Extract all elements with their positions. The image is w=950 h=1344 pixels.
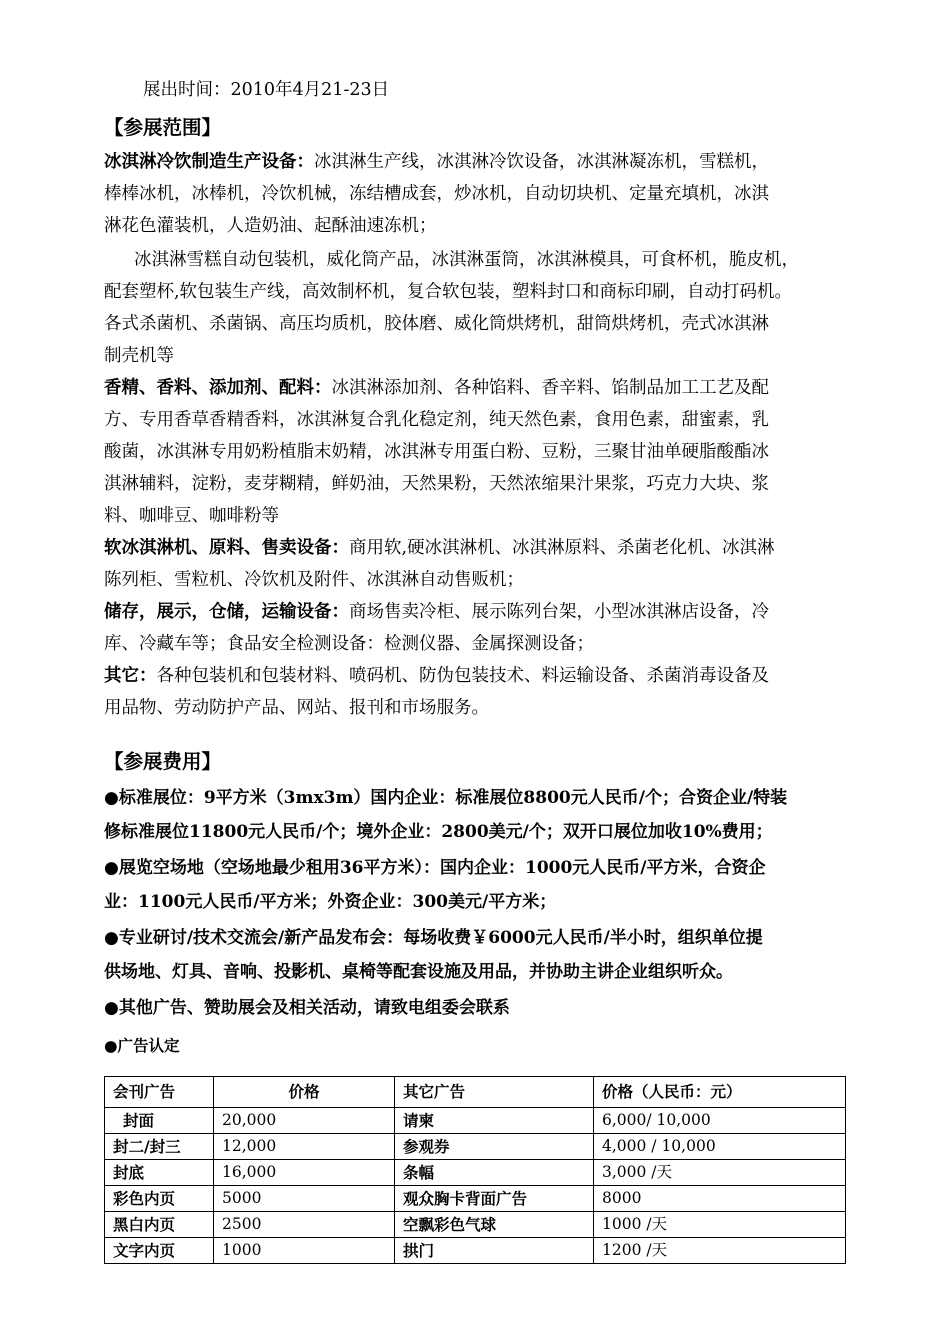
table-row xyxy=(105,1108,846,1134)
fees-ad-label: ●广告认定 xyxy=(104,1037,180,1055)
scope-flavors-line1 xyxy=(104,376,769,400)
scope-ice-cream-line3: 淋花色灌装机，人造奶油、起酥油速冻机； xyxy=(104,216,437,236)
table-cell: 参观券 xyxy=(395,1134,594,1160)
scope-soft-serve-text1: 商用软,硬冰淇淋机、冰淇淋原料、杀菌老化机、冰淇淋 xyxy=(349,538,775,558)
scope-packaging-line4: 制壳机等 xyxy=(104,346,174,366)
scope-flavors-line2: 方、专用香草香精香料，冰淇淋复合乳化稳定剂，纯天然色素，食用色素，甜蜜素，乳 xyxy=(104,410,769,430)
table-cell: 彩色内页 xyxy=(105,1186,214,1212)
table-cell: 4,000 / 10,000 xyxy=(594,1134,846,1160)
table-cell: 黑白内页 xyxy=(105,1212,214,1238)
table-cell: 6,000/ 10,000 xyxy=(594,1108,846,1134)
table-cell: 封底 xyxy=(105,1160,214,1186)
fees-sponsor: ●其他广告、赞助展会及相关活动，请致电组委会联系 xyxy=(104,998,510,1018)
table-header-cell: 价格 xyxy=(214,1077,395,1108)
fees-standard-line2: 修标准展位11800元人民币/个；境外企业：2800美元/个；双开口展位加收10%费用； xyxy=(104,822,773,842)
table-cell: 封二/封三 xyxy=(105,1134,214,1160)
scope-packaging-line2: 配套塑杯,软包装生产线，高效制杯机，复合软包装，塑料封口和商标印刷，自动打码机。 xyxy=(104,282,793,302)
table-cell: 1200 /天 xyxy=(594,1238,846,1264)
fees-space-line1: ●展览空场地（空场地最少租用36平方米）：国内企业：1000元人民币/平方米，合资企 xyxy=(104,858,766,878)
fees-seminar-line1: ●专业研讨/技术交流会/新产品发布会：每场收费￥6000元人民币/半小时，组织单位提 xyxy=(104,928,763,948)
table-cell: 文字内页 xyxy=(105,1238,214,1264)
scope-soft-serve-line2: 陈列柜、雪粒机、冷饮机及附件、冰淇淋自动售贩机； xyxy=(104,570,524,590)
scope-soft-serve-label: 软冰淇淋机、原料、售卖设备： xyxy=(104,538,349,558)
scope-flavors-line5: 料、咖啡豆、咖啡粉等 xyxy=(104,506,279,526)
table-header-row xyxy=(105,1077,846,1108)
scope-ice-cream-line2: 棒棒冰机，冰棒机，冷饮机械，冻结槽成套，炒冰机，自动切块机、定量充填机，冰淇 xyxy=(104,184,769,204)
scope-other-line1 xyxy=(104,664,769,688)
table-cell: 请柬 xyxy=(395,1108,594,1134)
scope-soft-serve-line1 xyxy=(104,536,775,560)
fees-heading: 【参展费用】 xyxy=(104,750,222,773)
table-cell: 20,000 xyxy=(214,1108,395,1134)
scope-flavors-line4: 淇淋辅料，淀粉，麦芽糊精，鲜奶油，天然果粉，天然浓缩果汁果浆，巧克力大块、浆 xyxy=(104,474,769,494)
table-cell: 封面 xyxy=(105,1108,214,1134)
table-header-cell: 其它广告 xyxy=(395,1077,594,1108)
table-header-cell: 会刊广告 xyxy=(105,1077,214,1108)
scope-heading: 【参展范围】 xyxy=(104,116,222,139)
scope-storage-label: 储存，展示，仓储，运输设备： xyxy=(104,602,349,622)
table-cell: 8000 xyxy=(594,1186,846,1212)
fees-space-line2: 业：1100元人民币/平方米；外资企业：300美元/平方米； xyxy=(104,892,557,912)
scope-ice-cream-line1 xyxy=(104,150,769,174)
fees-standard-line1: ●标准展位：9平方米（3mx3m）国内企业：标准展位8800元人民币/个；合资企业/特装 xyxy=(104,788,788,808)
table-cell: 16,000 xyxy=(214,1160,395,1186)
table-row xyxy=(105,1134,846,1160)
table-cell: 1000 xyxy=(214,1238,395,1264)
table-header-cell: 价格（人民币：元） xyxy=(594,1077,846,1108)
scope-ice-cream-text1: 冰淇淋生产线，冰淇淋冷饮设备，冰淇淋凝冻机，雪糕机， xyxy=(314,152,769,172)
scope-packaging-line1: 冰淇淋雪糕自动包装机，威化筒产品，冰淇淋蛋筒，冰淇淋模具，可食杯机，脆皮机， xyxy=(134,250,799,270)
scope-storage-text1: 商场售卖冷柜、展示陈列台架，小型冰淇淋店设备，冷 xyxy=(349,602,769,622)
table-row xyxy=(105,1160,846,1186)
table-row xyxy=(105,1212,846,1238)
scope-other-text1: 各种包装机和包装材料、喷码机、防伪包装技术、料运输设备、杀菌消毒设备及 xyxy=(156,666,769,686)
table-row xyxy=(105,1238,846,1264)
table-cell: 3,000 /天 xyxy=(594,1160,846,1186)
ad-price-table xyxy=(104,1076,846,1264)
table-cell: 2500 xyxy=(214,1212,395,1238)
exhibit-time: 展出时间：2010年4月21-23日 xyxy=(143,80,390,100)
scope-ice-cream-label: 冰淇淋冷饮制造生产设备： xyxy=(104,152,314,172)
table-cell: 空飘彩色气球 xyxy=(395,1212,594,1238)
scope-storage-line1 xyxy=(104,600,769,624)
scope-flavors-label: 香精、香料、添加剂、配料： xyxy=(104,378,332,398)
table-cell: 观众胸卡背面广告 xyxy=(395,1186,594,1212)
scope-flavors-line3: 酸菌，冰淇淋专用奶粉植脂末奶精，冰淇淋专用蛋白粉、豆粉，三聚甘油单硬脂酸酯冰 xyxy=(104,442,769,462)
scope-other-label: 其它： xyxy=(104,666,157,686)
table-cell: 条幅 xyxy=(395,1160,594,1186)
scope-packaging-line3: 各式杀菌机、杀菌锅、高压均质机，胶体磨、威化筒烘烤机，甜筒烘烤机，壳式冰淇淋 xyxy=(104,314,769,334)
fees-seminar-line2: 供场地、灯具、音响、投影机、桌椅等配套设施及用品，并协助主讲企业组织听众。 xyxy=(104,962,733,982)
scope-flavors-text1: 冰淇淋添加剂、各种馅料、香辛料、馅制品加工工艺及配 xyxy=(331,378,769,398)
table-cell: 12,000 xyxy=(214,1134,395,1160)
scope-other-line2: 用品物、劳动防护产品、网站、报刊和市场服务。 xyxy=(104,698,489,718)
table-cell: 5000 xyxy=(214,1186,395,1212)
scope-storage-line2: 库、冷藏车等；食品安全检测设备：检测仪器、金属探测设备； xyxy=(104,634,594,654)
table-cell: 1000 /天 xyxy=(594,1212,846,1238)
table-row xyxy=(105,1186,846,1212)
table-cell: 拱门 xyxy=(395,1238,594,1264)
